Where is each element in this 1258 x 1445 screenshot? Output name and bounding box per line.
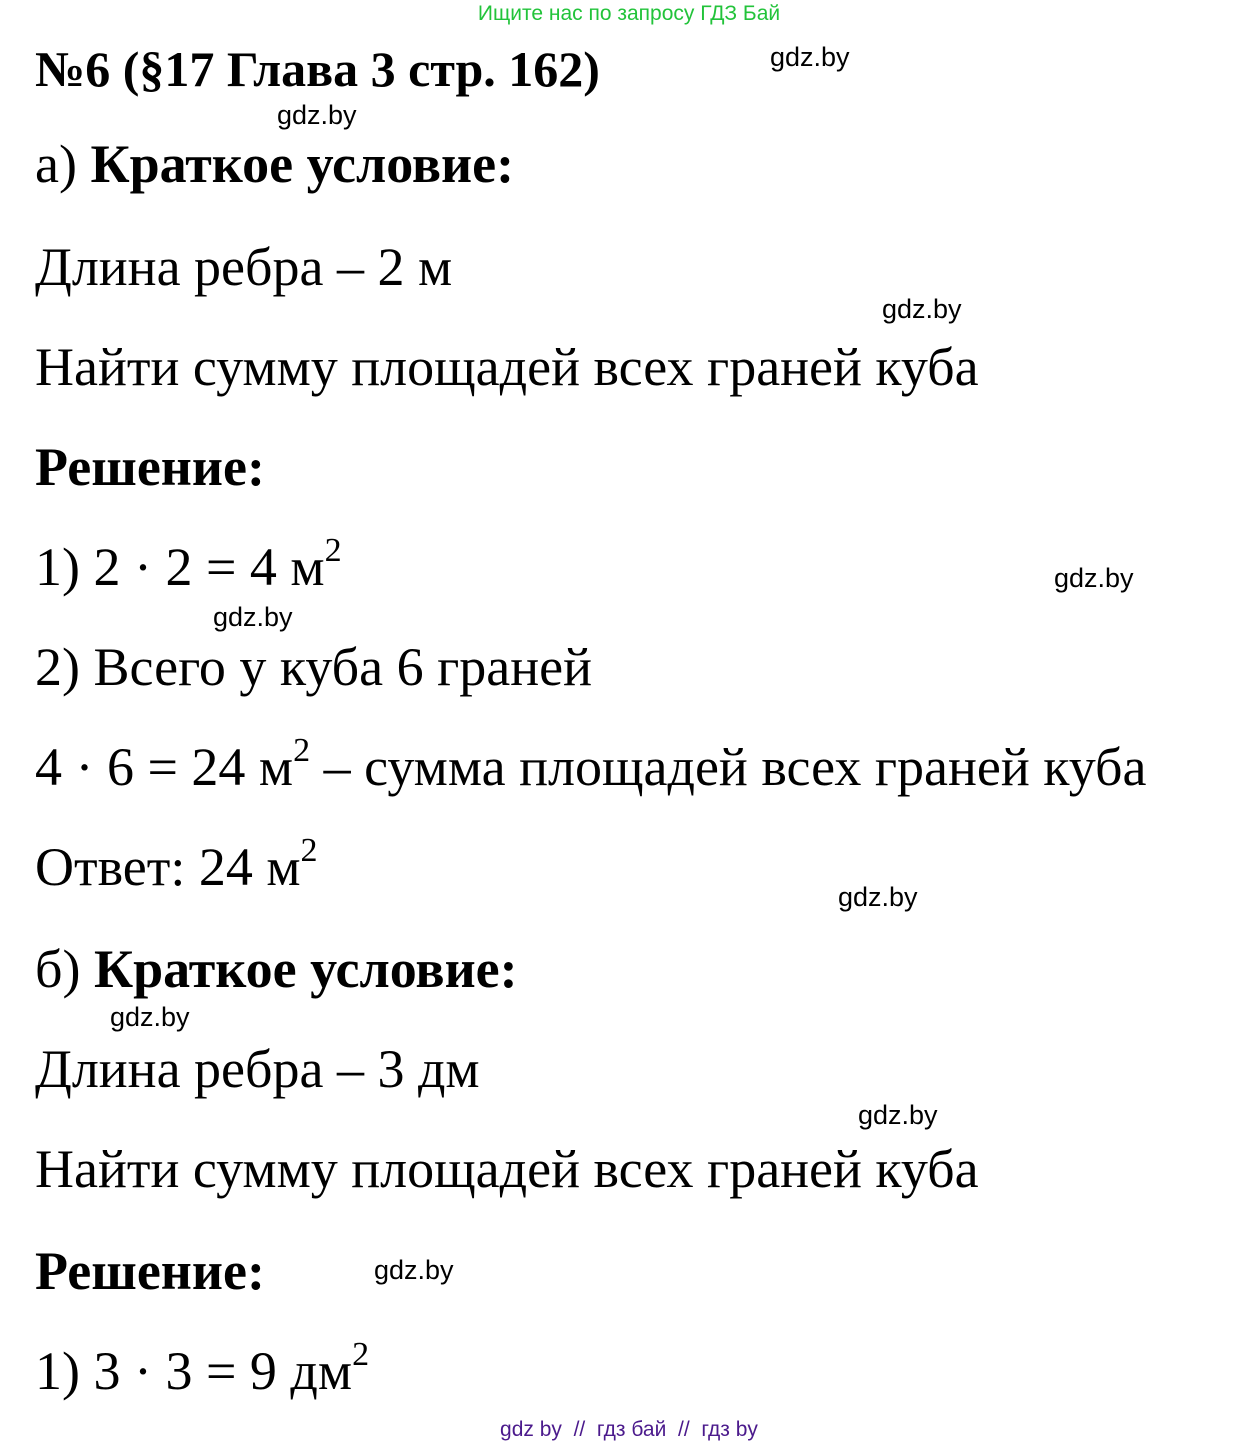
part-b-heading-text: Краткое условие:: [93, 939, 518, 999]
part-a-answer: [35, 832, 318, 897]
watermark: gdz.by: [213, 602, 293, 632]
superscript: 2: [352, 1336, 370, 1373]
step-text: 4 · 6 = 24 м: [35, 737, 294, 797]
part-a-step3: [35, 732, 1147, 797]
part-a-given: Длина ребра – 2 м: [35, 237, 453, 297]
part-b-solution-heading: Решение:: [35, 1241, 265, 1301]
answer-text: Ответ: 24 м: [35, 837, 301, 897]
part-a-step2: 2) Всего у куба 6 граней: [35, 637, 592, 697]
watermark: gdz.by: [882, 294, 962, 324]
footer-links: gdz by // гдз бай // гдз by: [500, 1418, 758, 1441]
search-banner: Ищите нас по запросу ГДЗ Бай: [477, 2, 781, 25]
watermark: gdz.by: [770, 42, 850, 72]
superscript: 2: [300, 832, 318, 869]
part-b-step1: [35, 1336, 370, 1401]
part-a-find: Найти сумму площадей всех граней куба: [35, 337, 979, 397]
watermark: gdz.by: [374, 1255, 454, 1285]
part-b-find: Найти сумму площадей всех граней куба: [35, 1139, 979, 1199]
part-b-heading: [35, 939, 518, 999]
part-a-heading-text: Краткое условие:: [90, 134, 515, 194]
part-a-prefix: а): [35, 134, 91, 194]
step-text: – сумма площадей всех граней куба: [310, 737, 1147, 797]
part-a-solution-heading: Решение:: [35, 437, 265, 497]
watermark: gdz.by: [1054, 563, 1134, 593]
watermark: gdz.by: [838, 882, 918, 912]
part-b-given: Длина ребра – 3 дм: [35, 1039, 480, 1099]
step-text: 1) 2 · 2 = 4 м: [35, 537, 325, 597]
part-a-step1: [35, 532, 342, 597]
page-title: №6 (§17 Глава 3 стр. 162): [35, 41, 600, 97]
watermark: gdz.by: [110, 1002, 190, 1032]
watermark: gdz.by: [277, 100, 357, 130]
part-a-heading: [35, 134, 515, 194]
superscript: 2: [293, 732, 311, 769]
step-text: 1) 3 · 3 = 9 дм: [35, 1341, 353, 1401]
part-b-prefix: б): [35, 939, 94, 999]
superscript: 2: [324, 532, 342, 569]
watermark: gdz.by: [858, 1100, 938, 1130]
